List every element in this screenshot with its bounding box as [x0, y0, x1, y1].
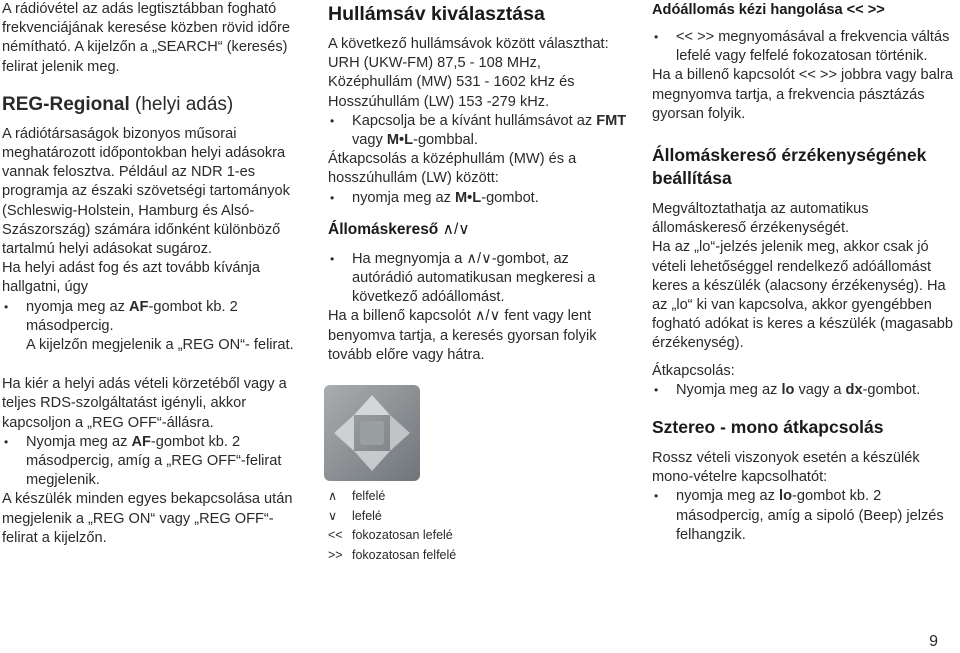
rocker-switch-icon — [324, 385, 420, 481]
reg-status-paragraph: A készülék minden egyes bekapcsolása után megjelenik a „REG ON“ vagy „REG OFF“-felirat a kijelzőn. — [2, 491, 293, 546]
sensitivity-intro: Megváltoztathatja az automatikus állomáskereső érzékenységét. — [652, 201, 869, 237]
page-number: 9 — [929, 633, 938, 650]
list-item: • Kapcsolja be a kívánt hullámsávot az FMT vagy M•L-gombbal. — [328, 112, 628, 150]
list-item: • << >> megnyomásával a frekvencia váltás lefelé vagy felfelé fokozatosan történik. — [652, 28, 960, 66]
switch-label: Átkapcsolás: — [652, 362, 735, 379]
reg-heading-bold: REG-Regional — [2, 93, 130, 115]
stereo-mono-list — [652, 487, 960, 545]
reg-paragraph-2: Ha helyi adást fog és azt tovább kívánja hallgatni, úgy — [2, 260, 260, 296]
symbol-legend — [328, 487, 628, 565]
reg-heading — [2, 93, 302, 117]
list-item: • nyomja meg az AF-gombot kb. 2 másodpercig. A kijelzőn megjelenik a „REG ON“- felirat. — [2, 298, 302, 356]
reg-paragraph: A rádiótársaságok bizonyos műsorai meghatározott időpontokban helyi adásokra vannak felosztva. Például az NDR 1-es programja az északi szövetségi tartományok (Schleswig-Holstein, Hamburg és Alsó-Szászország) számára időnként különböző tartalmú helyi adásokat sugároz. — [2, 125, 290, 258]
list-item: • Ha megnyomja a ∧/∨-gombot, az autórádió automatikusan megkeresi a következő adóállomást. — [328, 250, 628, 308]
manual-tuning-list — [652, 28, 960, 66]
column-right — [652, 0, 960, 545]
band-list — [328, 112, 628, 150]
band-heading: Hullámsáv kiválasztása — [328, 3, 545, 25]
reg-off-paragraph: Ha kiér a helyi adás vételi körzetéből vagy a teljes RDS-szolgáltatást igényli, akkor kapcsoljon a „REG OFF“-állásra. — [2, 376, 287, 431]
reg-off-list — [2, 433, 302, 491]
seek-list — [328, 250, 628, 308]
column-middle — [328, 0, 628, 565]
reg-heading-rest: (helyi adás) — [129, 93, 234, 115]
list-item: • nyomja meg az lo-gombot kb. 2 másodpercig, amíg a sipoló (Beep) jelzés felhangzik. — [652, 487, 960, 545]
legend-item: ∨ lefelé — [328, 508, 382, 523]
rocker-switch-illustration — [324, 385, 420, 481]
sensitivity-heading: Állomáskereső érzékenységének beállítása — [652, 145, 927, 189]
intro-paragraph: A rádióvétel az adás legtisztábban fogható frekvenciájának keresése közben rövid időre némítható. A kijelzőn a „SEARCH“ (keresés) felirat jelenik meg. — [2, 1, 290, 75]
sensitivity-list — [652, 381, 960, 400]
legend-item: ∧ felfelé — [328, 489, 386, 504]
manual-tuning-heading: Adóállomás kézi hangolása << >> — [652, 2, 885, 18]
stereo-mono-heading: Sztereo - mono átkapcsolás — [652, 417, 884, 438]
seek-hold-paragraph: Ha a billenő kapcsolót ∧/∨ fent vagy lent benyomva tartja, a keresés gyorsan folyik tovább előre vagy hátra. — [328, 308, 597, 363]
legend-item: << fokozatosan lefelé — [328, 528, 453, 543]
legend-item: >> fokozatosan felfelé — [328, 547, 457, 562]
list-item: • Nyomja meg az lo vagy a dx-gombot. — [652, 381, 960, 400]
reg-on-list — [2, 298, 302, 356]
stereo-mono-paragraph: Rossz vételi viszonyok esetén a készülék mono-vételre kapcsolhatót: — [652, 450, 920, 486]
seek-heading: Állomáskereső ∧/∨ — [328, 220, 470, 238]
mw-lw-paragraph: Átkapcsolás a középhullám (MW) és a hosszúhullám (LW) között: — [328, 151, 577, 187]
list-item: • nyomja meg az M•L-gombot. — [328, 189, 628, 208]
seek-heading-symbol: ∧/∨ — [442, 220, 470, 238]
manual-tuning-hold: Ha a billenő kapcsolót << >> jobbra vagy balra megnyomva tartja, a frekvencia pásztázás gyorsan folyik. — [652, 67, 953, 122]
band-ranges: URH (UKW-FM) 87,5 - 108 MHz, Középhullám (MW) 531 - 1602 kHz és Hosszúhullám (LW) 153 -279 kHz. — [328, 55, 575, 110]
column-left — [2, 0, 302, 548]
sensitivity-detail: Ha az „lo“-jelzés jelenik meg, akkor csak jó vételi lehetőséggel rendelkező adóállomást keres a készülék (alacsony érzékenység). Ha az „lo“ ki van kapcsolva, akkor gyengébben fogható adókat is keres a készülék (magasabb érzékenység). — [652, 239, 953, 352]
ml-list — [328, 189, 628, 208]
list-item: • Nyomja meg az AF-gombot kb. 2 másodpercig, amíg a „REG OFF“-felirat megjelenik. — [2, 433, 302, 491]
band-intro: A következő hullámsávok között választhat: — [328, 36, 609, 52]
